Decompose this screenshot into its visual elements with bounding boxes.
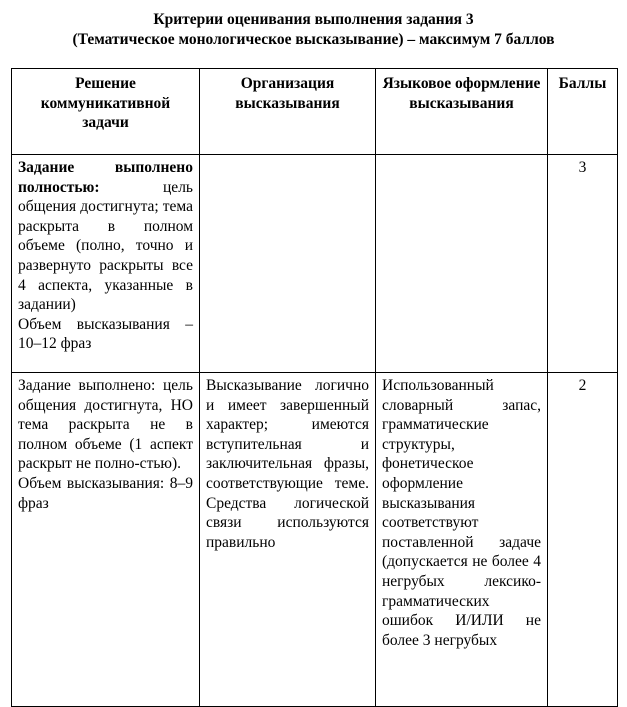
header-communicative-task: Решение коммуникативной задачи	[12, 69, 200, 155]
header-language: Языковое оформление высказывания	[376, 69, 548, 155]
cell-organization: Высказывание логично и имеет завершенный характер; имеются вступительная и заключительная фразы, соответствующие теме. Средства логической связи используются правильно	[200, 373, 376, 707]
cell-task	[12, 155, 200, 373]
cell-task	[12, 373, 200, 707]
task-description: Задание выполнено: цель общения достигнута, НО тема раскрыта не в полном объеме (1 аспект раскрыт не полно-стью).	[18, 377, 193, 473]
title-line-1: Критерии оценивания выполнения задания 3	[153, 11, 474, 28]
cell-organization	[200, 155, 376, 373]
task-volume: Объем высказывания: 8–9 фраз	[18, 474, 193, 512]
cell-score: 2	[548, 373, 618, 707]
cell-score: 3	[548, 155, 618, 373]
table-row	[12, 155, 618, 373]
task-description: цель общения достигнута; тема раскрыта в полном объеме (полно, точно и развернуто раскрыты все 4 аспекта, указанные в задании)	[18, 178, 193, 314]
task-verdict: Задание выполнено полностью:	[18, 159, 193, 196]
header-organization: Организация высказывания	[200, 69, 376, 155]
table-header-row	[12, 69, 618, 155]
table-row	[12, 373, 618, 707]
title-line-2: (Тематическое монологическое высказывание) – максимум 7 баллов	[72, 31, 555, 48]
cell-language: Использованный словарный запас, грамматические структуры, фонетическое оформление высказывания соответствуют поставленной задаче (допускается не более 4 негрубых лексико-грамматических ошибок И/ИЛИ не более 3 негрубых	[376, 373, 548, 707]
document-title	[0, 10, 627, 50]
task-volume: Объем высказывания – 10–12 фраз	[18, 315, 193, 353]
criteria-table	[11, 68, 618, 707]
header-score: Баллы	[548, 69, 618, 155]
cell-language	[376, 155, 548, 373]
